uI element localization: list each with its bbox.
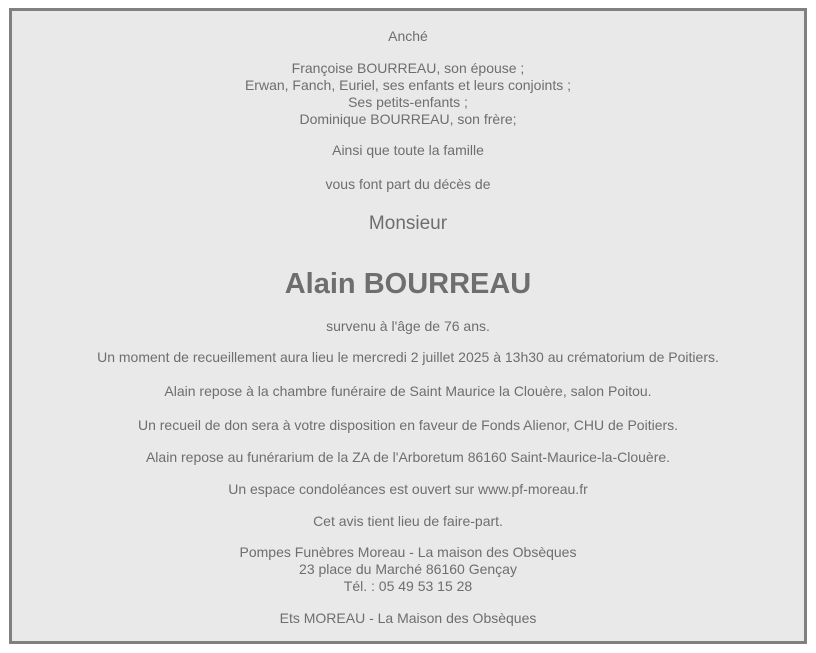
ceremony-line: Un moment de recueillement aura lieu le mercredi 2 juillet 2025 à 13h30 au crématorium de Poitiers.: [97, 349, 719, 365]
age-line: survenu à l'âge de 76 ans.: [326, 318, 490, 334]
funeral-home-name: Pompes Funèbres Moreau - La maison des Obsèques: [239, 544, 577, 560]
family-line-grandchildren: Ses petits-enfants ;: [348, 94, 468, 110]
faire-part-line: Cet avis tient lieu de faire-part.: [313, 513, 503, 529]
announce-line: vous font part du décès de: [325, 176, 491, 192]
signature: Ets MOREAU - La Maison des Obsèques: [279, 610, 537, 626]
condolences-link[interactable]: www.pf-moreau.fr: [478, 481, 588, 497]
honorific: Monsieur: [368, 213, 448, 234]
family-extra: Ainsi que toute la famille: [332, 142, 484, 158]
condolences-line: [12, 481, 804, 498]
donation-line: Un recueil de don sera à votre disposition en faveur de Fonds Alienor, CHU de Poitiers.: [137, 417, 679, 433]
family-line-children: Erwan, Fanch, Euriel, ses enfants et leurs conjoints ;: [244, 77, 572, 93]
place-name: Anché: [388, 28, 428, 44]
funeral-home-phone: Tél. : 05 49 53 15 28: [343, 578, 473, 594]
deceased-name: Alain BOURREAU: [284, 268, 532, 300]
funeral-home-address: 23 place du Marché 86160 Gençay: [299, 561, 517, 577]
funerarium-line: Alain repose au funérarium de la ZA de l'Arboretum 86160 Saint-Maurice-la-Clouère.: [145, 449, 671, 465]
family-line-spouse: Françoise BOURREAU, son épouse ;: [291, 60, 525, 76]
rest-room-line: Alain repose à la chambre funéraire de Saint Maurice la Clouère, salon Poitou.: [164, 383, 652, 399]
obituary-notice: [9, 8, 807, 644]
condolences-prefix: Un espace condoléances est ouvert sur: [228, 481, 479, 497]
family-line-brother: Dominique BOURREAU, son frère;: [299, 111, 517, 127]
